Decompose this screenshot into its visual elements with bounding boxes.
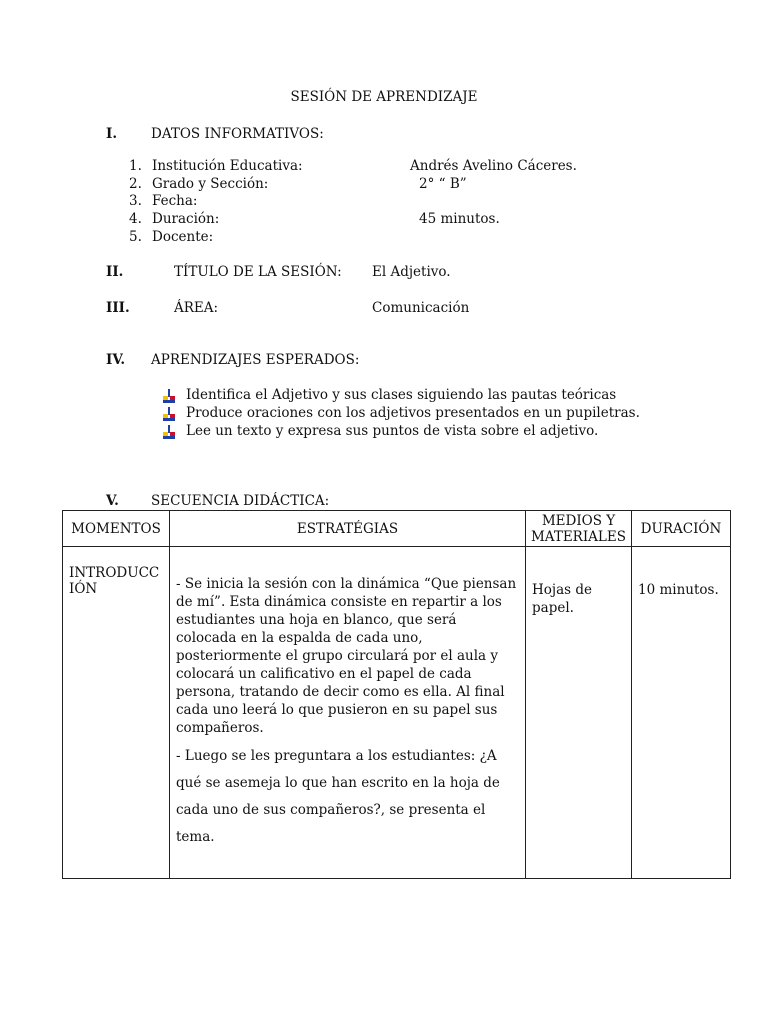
info-item-number: 4. [129,211,142,227]
info-item-number: 2. [129,176,142,192]
info-item-label: Docente: [152,229,214,245]
section-1-number: I. [106,126,118,142]
section-4-heading: APRENDIZAJES ESPERADOS: [151,352,360,368]
info-item-number: 3. [129,193,142,209]
info-item-value: 45 minutos. [419,211,500,227]
expected-learning-item: Produce oraciones con los adjetivos presentados en un pupiletras. [186,405,640,421]
strategy-paragraph: - Luego se les preguntara a los estudiantes: ¿A qué se asemeja lo que han escrito en la hoja de cada uno de sus compañeros?, se presenta el tema. [176,748,500,845]
strategy-paragraph: - Se inicia la sesión con la dinámica “Que piensan de mí”. Esta dinámica consiste en repartir a los estudiantes una hoja en blanco, que será colocada en la espalda de cada uno, posteriormente el grupo circulará por el aula y colocará un calificativo en el papel de cada persona, tratando de decir como es ella. Al final cada uno leerá lo que pusieron en su papel sus compañeros. [176,576,517,736]
area-value: Comunicación [372,300,470,316]
table-header-row [63,511,731,547]
info-item-label: Grado y Sección: [152,176,269,192]
header-estrategias: ESTRATÉGIAS [170,511,526,547]
section-4-number: IV. [106,352,126,368]
cell-estrategias [170,547,526,879]
arrow-bullet-icon [163,425,175,439]
header-duracion: DURACIÓN [632,511,731,547]
section-2-number: II. [106,264,124,280]
page-title: SESIÓN DE APRENDIZAJE [290,89,478,105]
area-label: ÁREA: [174,300,219,316]
header-medios-materiales: MEDIOS Y MATERIALES [526,511,632,547]
section-5-heading: SECUENCIA DIDÁCTICA: [151,493,330,509]
table-row [63,547,731,879]
info-item-label: Institución Educativa: [152,158,303,174]
info-item-value: Andrés Avelino Cáceres. [410,158,577,174]
session-title-label: TÍTULO DE LA SESIÓN: [174,264,342,280]
didactic-sequence-table [62,510,731,879]
cell-momento: INTRODUCCIÓN [63,547,170,879]
cell-medios: Hojas de papel. [526,547,632,879]
expected-learning-item: Identifica el Adjetivo y sus clases siguiendo las pautas teóricas [186,387,617,403]
info-item-label: Fecha: [152,193,198,209]
expected-learning-item: Lee un texto y expresa sus puntos de vista sobre el adjetivo. [186,423,599,439]
section-5-number: V. [106,493,119,509]
arrow-bullet-icon [163,389,175,403]
section-3-number: III. [106,300,130,316]
cell-duracion: 10 minutos. [632,547,731,879]
arrow-bullet-icon [163,407,175,421]
section-1-heading: DATOS INFORMATIVOS: [151,126,324,142]
info-item-value: 2° “ B” [419,176,467,192]
info-item-number: 1. [129,158,142,174]
info-item-label: Duración: [152,211,220,227]
info-item-number: 5. [129,229,142,245]
header-momentos: MOMENTOS [63,511,170,547]
session-title-value: El Adjetivo. [372,264,451,280]
